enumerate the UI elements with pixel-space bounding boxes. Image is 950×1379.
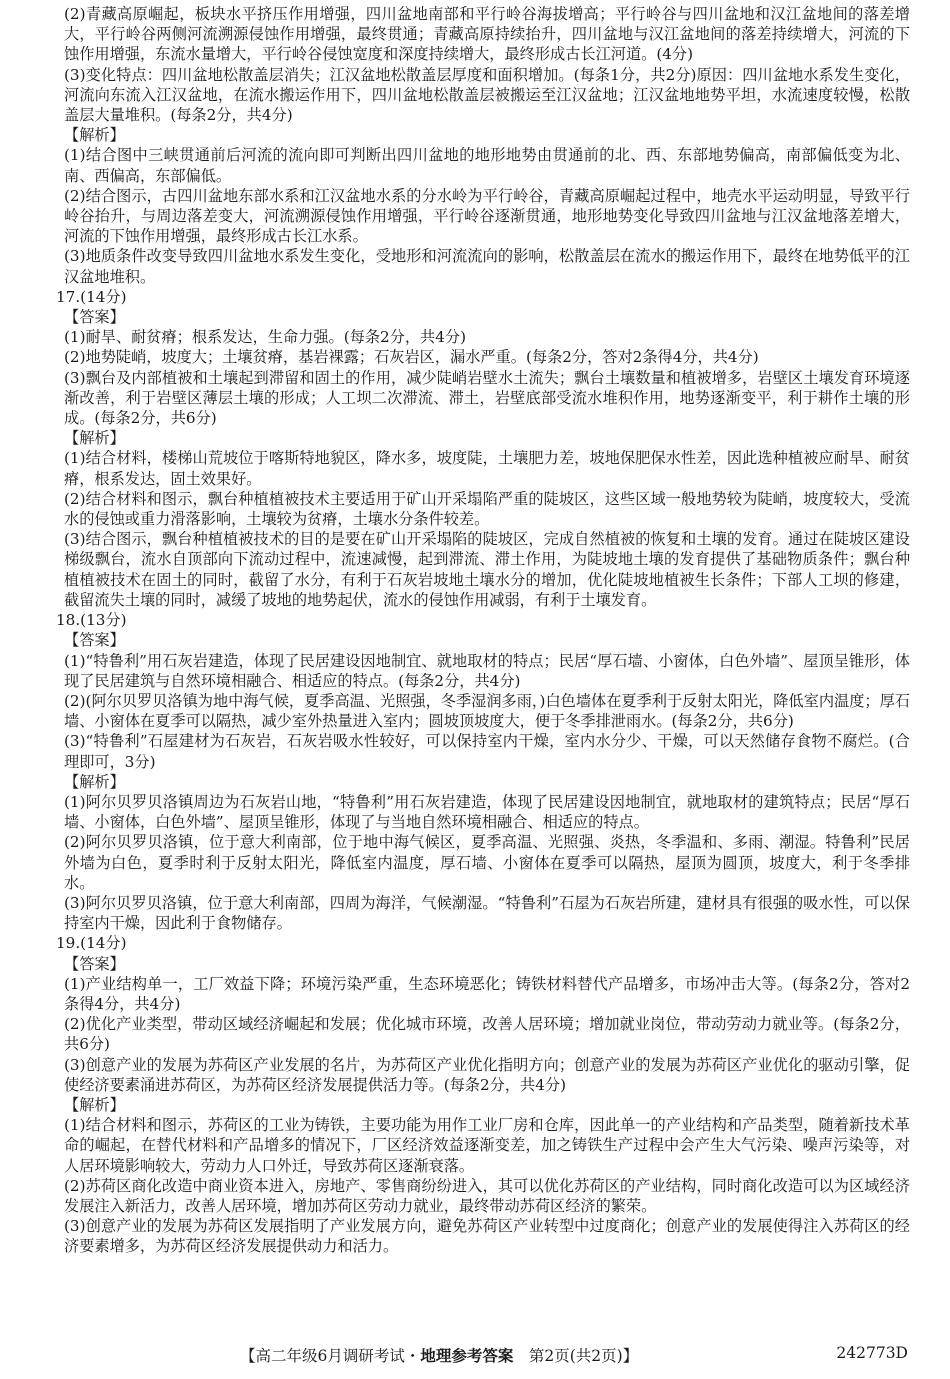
paragraph: (3)变化特点：四川盆地松散盖层消失；江汉盆地松散盖层厚度和面积增加。(每条1分，共2分)原因：四川盆地水系发生变化，河流向东流入江汉盆地，在流水搬运作用下，四川盆地松散盖层被搬运至江汉盆地；江汉盆地地势平坦，水流速度较慢，松散盖层大量堆积。(每条2分，共4分) [64, 65, 910, 125]
footer-title-prefix: 【高二年级6月调研考试・ [240, 1347, 421, 1365]
section-label: 【答案】 [64, 308, 125, 327]
paragraph: (2)优化产业类型，带动区域经济崛起和发展；优化城市环境，改善人居环境；增加就业岗位，带动劳动力就业等。(每条2分，共6分) [64, 1015, 910, 1054]
page-footer [0, 1344, 950, 1366]
section-label: 【答案】 [64, 954, 125, 973]
paragraph: (3)地质条件改变导致四川盆地水系发生变化，受地形和河流流向的影响，松散盖层在流水的搬运作用下，最终在地势低平的江汉盆地堆积。 [64, 247, 910, 286]
paragraph: (1)阿尔贝罗贝洛镇周边为石灰岩山地，“特鲁利”用石灰岩建造，体现了民居建设因地制宜，就地取材的建筑特点；民居“厚石墙、小窗体，白色外墙”、屋顶呈锥形，体现了与当地自然环境相融合、相适应的特点。 [64, 792, 910, 832]
question-heading: 19.(14分) [56, 934, 127, 953]
paragraph: (1)结合材料和图示，苏荷区的工业为铸铁，主要功能为用作工业厂房和仓库，因此单一的产业结构和产品类型，随着新技术革命的崛起，在替代材料和产品增多的情况下，厂区经济效益逐渐变差，加之铸铁生产过程中会产生大气污染、噪声污染等，对人居环境影响较大，劳动力人口外迁，导致苏荷区逐渐衰落。 [64, 1116, 910, 1175]
paragraph: (1)“特鲁利”用石灰岩建造，体现了民居建设因地制宜、就地取材的特点；民居“厚石墙、小窗体，白色外墙”、屋顶呈锥形，体现了民居建筑与自然环境相融合、相适应的特点。(每条2分，共4分) [64, 651, 910, 690]
paragraph: (2)(阿尔贝罗贝洛镇为地中海气候，夏季高温、光照强，冬季湿润多雨，)白色墙体在夏季利于反射太阳光，降低室内温度；厚石墙、小窗体在夏季可以隔热，减少室外热量进入室内；圆坡顶坡度大，便于冬季排泄雨水。(每条2分，共6分) [64, 691, 910, 731]
footer-title [240, 1344, 638, 1366]
paragraph: (3)结合图示，飘台种植植被技术的目的是要在矿山开采塌陷的陡坡区，完成自然植被的恢复和土壤的发育。通过在陡坡区建设梯级飘台，流水自顶部向下流动过程中，流速减慢，起到滞流、滞土作用，为陡坡地土壤的发育提供了基础物质条件；飘台种植植被技术在固土的同时，截留了水分，有利于石灰岩坡地土壤水分的增加，优化陡坡地植被生长条件；下部人工坝的修建，截留流失土壤的同时，减缓了坡地的地势起伏，流水的侵蚀作用减弱，有利于土壤发育。 [64, 530, 910, 609]
paragraph: (1)产业结构单一，工厂效益下降；环境污染严重，生态环境恶化；铸铁材料替代产品增多，市场冲击大等。(每条2分，答对2条得4分，共4分) [64, 974, 910, 1013]
paragraph: (2)结合材料和图示，飘台种植植被技术主要适用于矿山开采塌陷严重的陡坡区，这些区域一般地势较为陡峭，坡度较大，受流水的侵蚀或重力滑落影响，土壤较为贫瘠，土壤水分条件较差。 [64, 489, 910, 529]
paragraph: (3)“特鲁利”石屋建材为石灰岩，石灰岩吸水性较好，可以保持室内干燥，室内水分少、干燥，可以天然储存食物不腐烂。(合理即可，3分) [64, 732, 910, 771]
section-label: 【解析】 [64, 772, 125, 791]
question-heading: 18.(13分) [56, 611, 127, 630]
paragraph: (1)结合材料，楼梯山荒坡位于喀斯特地貌区，降水多，坡度陡，土壤肥力差，坡地保肥保水性差，因此选种植被应耐旱、耐贫瘠，根系发达，固土效果好。 [64, 449, 910, 488]
answer-content [56, 4, 910, 1257]
section-label: 【解析】 [64, 126, 125, 145]
footer-title-subject: 地理参考答案 [420, 1347, 514, 1365]
section-label: 【答案】 [64, 631, 125, 650]
paragraph: (1)耐旱、耐贫瘠；根系发达，生命力强。(每条2分，共4分) [64, 328, 467, 347]
paragraph: (2)青藏高原崛起，板块水平挤压作用增强，四川盆地南部和平行岭谷海拔增高；平行岭谷与四川盆地和汉江盆地间的落差增大，平行岭谷两侧河流溯源侵蚀作用增强，最终贯通；青藏高原持续抬升，四川盆地与汉江盆地间的落差持续增大，河流的下蚀作用增强，东流水量增大，平行岭谷侵蚀宽度和深度持续增大，最终形成古长江河道。(4分) [64, 5, 910, 64]
paragraph: (3)创意产业的发展为苏荷区发展指明了产业发展方向，避免苏荷区产业转型中过度商化；创意产业的发展使得注入苏荷区的经济要素增多，为苏荷区经济发展提供动力和活力。 [64, 1217, 910, 1256]
question-heading: 17.(14分) [56, 287, 127, 306]
paragraph: (3)飘台及内部植被和土壤起到滞留和固土的作用，减少陡峭岩壁水土流失；飘台土壤数量和植被增多，岩壁区土壤发育环境逐渐改善，利于岩壁区薄层土壤的形成；人工坝二次滞流、滞土，岩壁底部受流水堆积作用，地势逐渐变平，利于耕作土壤的形成。(每条2分，共6分) [64, 368, 910, 428]
paragraph: (2)地势陡峭，坡度大；土壤贫瘠，基岩裸露；石灰岩区，漏水严重。(每条2分，答对2条得4分，共4分) [64, 348, 759, 367]
paragraph: (3)阿尔贝罗贝洛镇，位于意大利南部，四周为海洋，气候潮湿。“特鲁利”石屋为石灰岩所建，建材具有很强的吸水性，可以保持室内干燥，因此利于食物储存。 [64, 893, 910, 933]
footer-title-suffix: 第2页(共2页)】 [513, 1347, 639, 1365]
paragraph: (3)创意产业的发展为苏荷区产业发展的名片，为苏荷区产业优化指明方向；创意产业的发展为苏荷区产业优化的驱动引擎，促使经济要素涌进苏荷区，为苏荷区经济发展提供活力等。(每条2分，共4分) [64, 1055, 910, 1094]
footer-code: 242773D [836, 1344, 908, 1362]
paragraph: (2)苏荷区商化改造中商业资本进入，房地产、零售商纷纷进入，其可以优化苏荷区的产业结构，同时商化改造可以为区域经济发展注入新活力，改善人居环境，增加苏荷区劳动力就业，最终带动苏荷区经济的繁荣。 [64, 1176, 910, 1215]
section-label: 【解析】 [64, 1095, 125, 1114]
paragraph: (2)结合图示，古四川盆地东部水系和江汉盆地水系的分水岭为平行岭谷，青藏高原崛起过程中，地壳水平运动明显，导致平行岭谷抬升，与周边落差变大，河流溯源侵蚀作用增强，平行岭谷逐渐贯通，地形地势变化导致四川盆地与江汉盆地落差增大，河流的下蚀作用增强，最终形成古长江水系。 [64, 186, 910, 246]
paragraph: (1)结合图中三峡贯通前后河流的流向即可判断出四川盆地的地形地势由贯通前的北、西、东部地势偏高，南部偏低变为北、南、西偏高，东部偏低。 [64, 146, 910, 185]
section-label: 【解析】 [64, 429, 125, 448]
paragraph: (2)阿尔贝罗贝洛镇，位于意大利南部，位于地中海气候区，夏季高温、光照强、炎热，冬季温和、多雨、潮湿。特鲁利”民居外墙为白色，夏季时利于反射太阳光，降低室内温度，厚石墙、小窗体在夏季可以隔热，屋顶为圆顶，坡度大，利于冬季排水。 [64, 833, 910, 892]
